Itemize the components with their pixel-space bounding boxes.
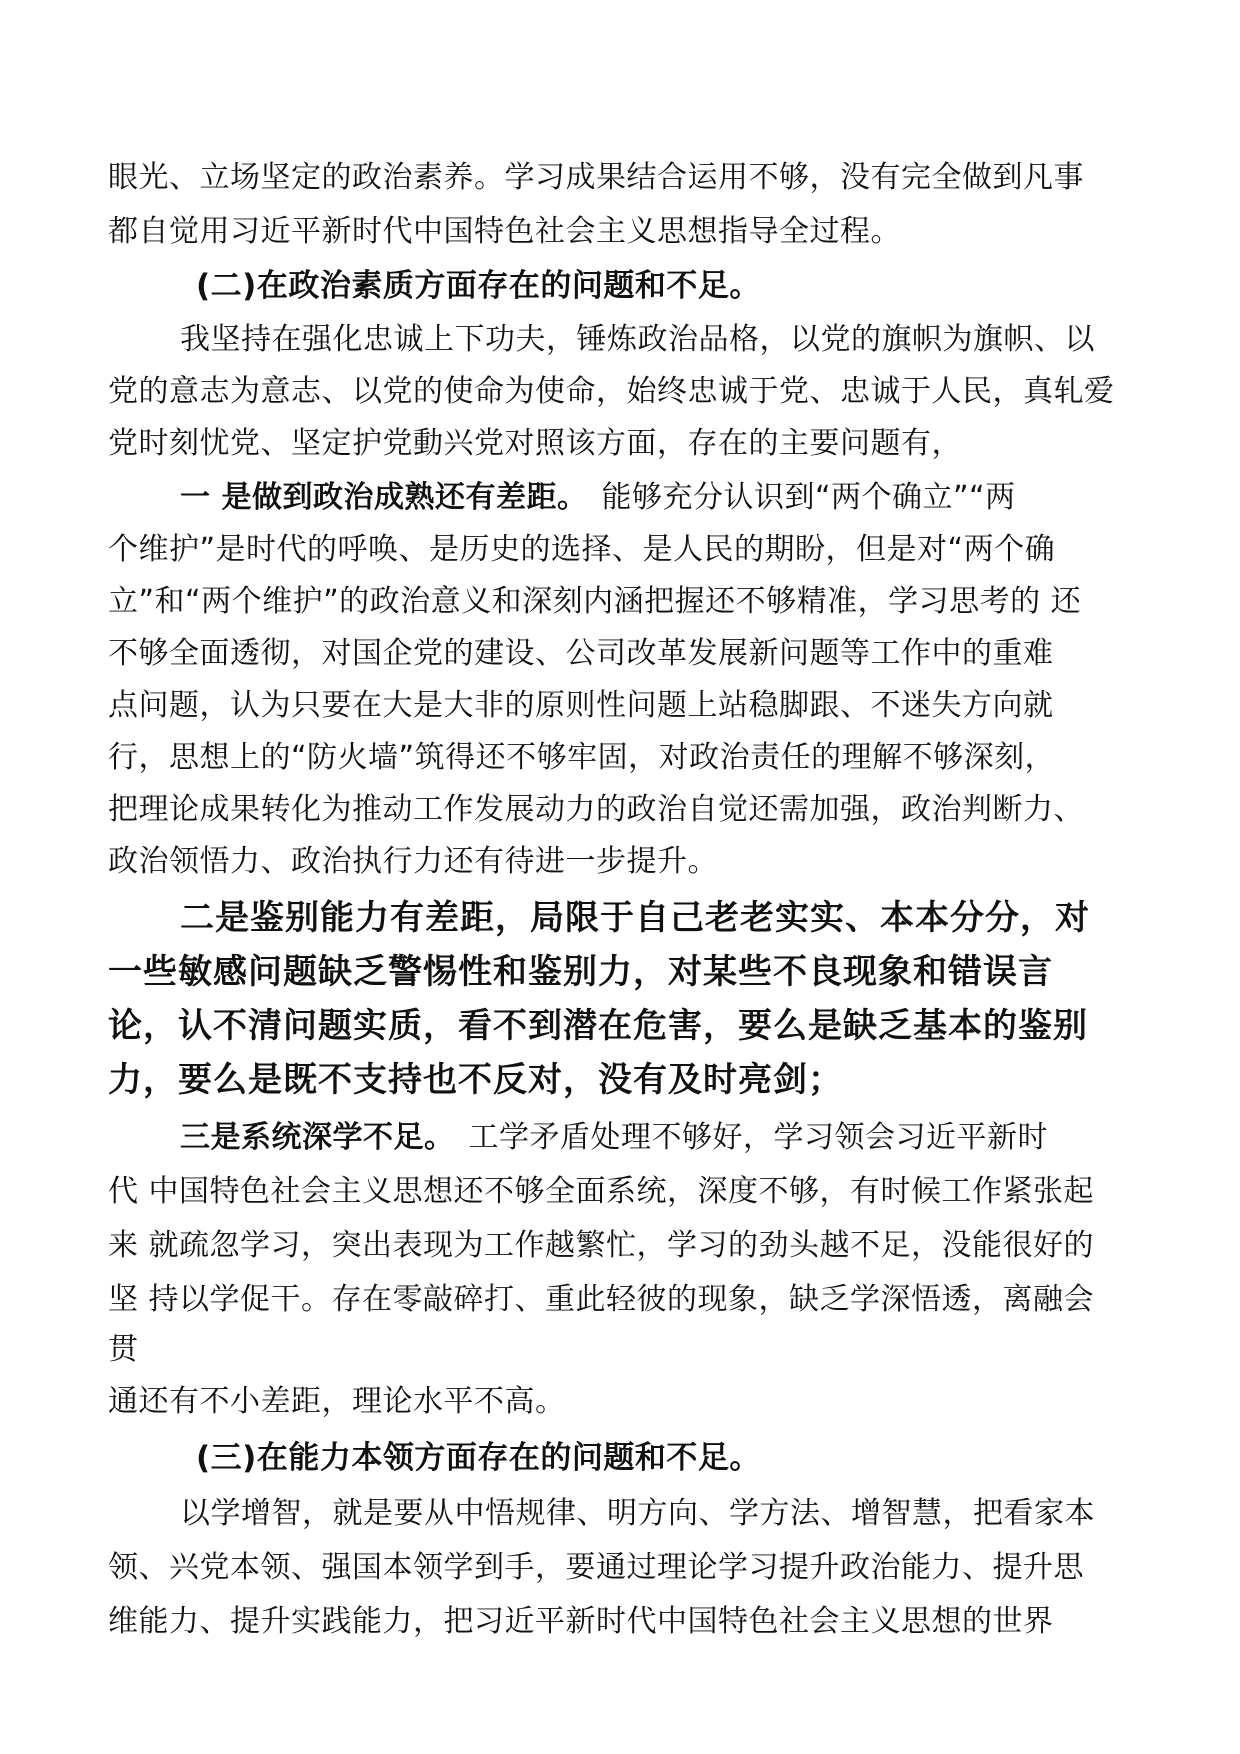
paragraph-line: 维能力、提升实践能力，把习近平新时代中国特色社会主义思想的世界: [108, 1604, 1054, 1639]
paragraph-line: 代 中国特色社会主义思想还不够全面系统，深度不够，有时候工作紧张起: [108, 1174, 1095, 1209]
paragraph-line: 领、兴党本领、强国本领学到手，要通过理论学习提升政治能力、提升思: [108, 1550, 1084, 1585]
paragraph-text: 能够充分认识到“两个确立”“两: [601, 480, 1016, 515]
paragraph-line: 把理论成果转化为推动工作发展动力的政治自觉还需加强，政治判断力、: [108, 792, 1084, 827]
bold-paragraph-line: 一些敏感问题缺乏警惕性和鉴别力，对某些不良现象和错误言: [108, 952, 1053, 992]
paragraph-line: [180, 478, 1016, 518]
paragraph-line: [180, 1118, 1048, 1158]
paragraph-line: 眼光、立场坚定的政治素养。学习成果结合运用不够，没有完全做到凡事: [108, 160, 1084, 195]
paragraph-line: 行，思想上的“防火墙”筑得还不够牢固，对政治责任的理解不够深刻，: [108, 740, 1056, 775]
paragraph-line: 我坚持在强化忠诚上下功夫，锤炼政治品格，以党的旗帜为旗帜、以: [180, 322, 1095, 357]
section-heading: (二)在政治素质方面存在的问题和不足。: [196, 268, 761, 304]
point-heading: 一 是做到政治成熟还有差距。: [180, 480, 588, 515]
paragraph-line: 政治领悟力、政治执行力还有待进一步提升。: [108, 844, 718, 879]
bold-paragraph-line: 二是鉴别能力有差距，局限于自己老老实实、本本分分，对: [180, 898, 1090, 938]
paragraph-line: 通还有不小差距，理论水平不高。: [108, 1384, 566, 1419]
paragraph-line: 党的意志为意志、以党的使命为使命，始终忠诚于党、忠诚于人民，真轧爱: [108, 374, 1115, 409]
bold-paragraph-line: 力，要么是既不支持也不反对，没有及时亮剑；: [108, 1060, 843, 1100]
paragraph-line: 以学增智，就是要从中悟规律、明方向、学方法、增智慧，把看家本: [180, 1496, 1095, 1531]
paragraph-line: 都自觉用习近平新时代中国特色社会主义思想指导全过程。: [108, 214, 901, 249]
point-heading: 三是系统深学不足。: [180, 1120, 455, 1155]
paragraph-line: 贯: [108, 1332, 139, 1367]
paragraph-line: 不够全面透彻，对国企党的建设、公司改革发展新问题等工作中的重难: [108, 636, 1054, 671]
paragraph-line: 党时刻忧党、坚定护党動兴党对照该方面，存在的主要问题有，: [108, 426, 962, 461]
paragraph-line: 个维护”是时代的呼唤、是历史的选择、是人民的期盼，但是对“两个确: [108, 532, 1056, 567]
paragraph-line: 立”和“两个维护”的政治意义和深刻内涵把握还不够精准，学习思考的 还: [108, 584, 1082, 619]
paragraph-line: 来 就疏忽学习，突出表现为工作越繁忙，学习的劲头越不足，没能很好的: [108, 1228, 1095, 1263]
bold-paragraph-line: 论，认不清问题实质，看不到潜在危害，要么是缺乏基本的鉴别: [108, 1006, 1088, 1046]
paragraph-line: 坚 持以学促干。存在零敲碎打、重此轻彼的现象，缺乏学深悟透，离融会: [108, 1282, 1095, 1317]
section-heading: (三)在能力本领方面存在的问题和不足。: [196, 1440, 761, 1476]
paragraph-line: 点问题，认为只要在大是大非的原则性问题上站稳脚跟、不迷失方向就: [108, 688, 1054, 723]
paragraph-text: 工学矛盾处理不够好，学习领会习近平新时: [468, 1120, 1048, 1155]
